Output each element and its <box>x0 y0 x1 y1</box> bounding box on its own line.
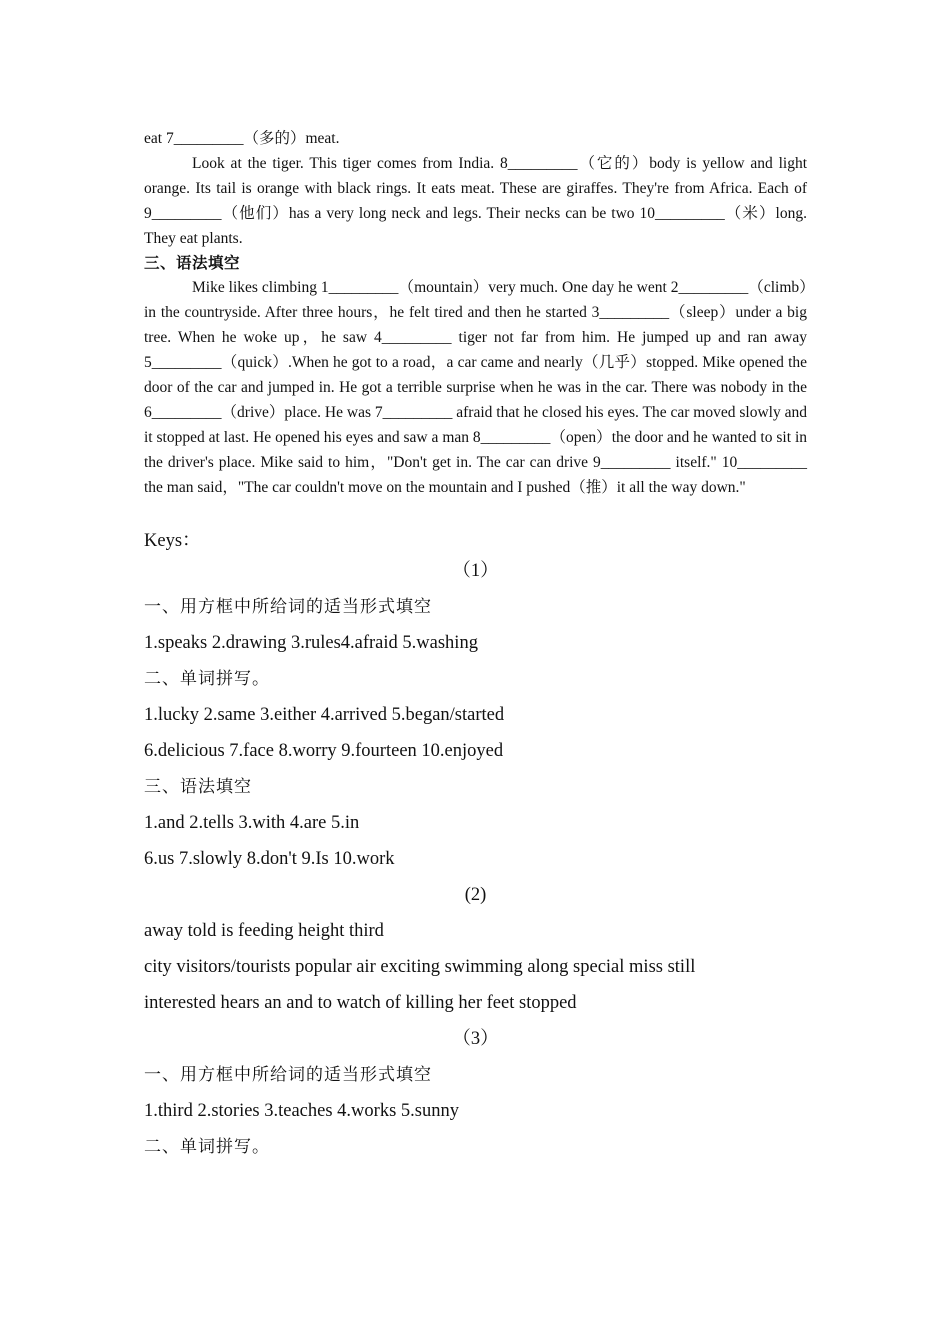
keys-section <box>144 529 807 1165</box>
keys-title: Keys： <box>144 531 201 551</box>
keys-part3-heading-1: 一、用方框中所给词的适当形式填空 <box>144 1065 432 1085</box>
keys-part1-label: （1） <box>452 561 499 581</box>
tiger-paragraph: Look at the tiger. This tiger comes from India. 8_________（它的）body is yellow and light orange. Its tail is orange with black rings. It eats meat. These are giraffes. They're from Africa. Each of 9_________（他们）has a very long neck and legs. Their necks can be two 10_________（米）long. They eat plants. <box>144 155 807 247</box>
grammar-section-heading: 三、语法填空 <box>144 254 241 272</box>
reading-section <box>144 126 807 251</box>
keys-part1-heading-3: 三、语法填空 <box>144 777 252 797</box>
keys-part1-answers-3b: 6.us 7.slowly 8.don't 9.Is 10.work <box>144 849 395 869</box>
keys-part1-answers-2a: 1.lucky 2.same 3.either 4.arrived 5.began/started <box>144 705 505 725</box>
keys-part1-heading-2: 二、单词拼写。 <box>144 669 270 689</box>
keys-part2-label: (2) <box>464 885 487 905</box>
keys-part3-answers-1: 1.third 2.stories 3.teaches 4.works 5.sunny <box>144 1101 459 1121</box>
keys-part1-answers-3a: 1.and 2.tells 3.with 4.are 5.in <box>144 813 360 833</box>
keys-part2-line-1: away told is feeding height third <box>144 921 384 941</box>
reading-line-top: eat 7_________（多的）meat. <box>144 130 340 147</box>
keys-part1-answers-1: 1.speaks 2.drawing 3.rules4.afraid 5.washing <box>144 633 478 653</box>
keys-part2-line-2: city visitors/tourists popular air exciting swimming along special miss still <box>144 957 696 977</box>
keys-part3-label: （3） <box>452 1029 499 1049</box>
keys-part1-heading-1: 一、用方框中所给词的适当形式填空 <box>144 597 432 617</box>
keys-part3-heading-2: 二、单词拼写。 <box>144 1137 270 1157</box>
keys-part2-line-3: interested hears an and to watch of killing her feet stopped <box>144 993 577 1013</box>
mike-story-paragraph: Mike likes climbing 1_________（mountain）very much. One day he went 2_________（climb）in the countryside. After three hours，he felt tired and then he started 3_________（sleep）under a big tree. When he woke up，he saw 4_________ tiger not far from him. He jumped up and ran away 5_________（quick）.When he got to a road，a car came and nearly（几乎）stopped. Mike opened the door of the car and jumped in. He got a terrible surprise when he was in the car. There was nobody in the 6_________（drive）place. He was 7_________ afraid that he closed his eyes. The car moved slowly and it stopped at last. He opened his eyes and saw a man 8_________（open）the door and he wanted to sit in the driver's place. Mike said to him，"Don't get in. The car can drive 9_________ itself." 10_________ the man said，"The car couldn't move on the mountain and I pushed（推）it all the way down." <box>144 279 807 496</box>
keys-part1-answers-2b: 6.delicious 7.face 8.worry 9.fourteen 10.enjoyed <box>144 741 504 761</box>
document-page <box>144 126 807 1165</box>
